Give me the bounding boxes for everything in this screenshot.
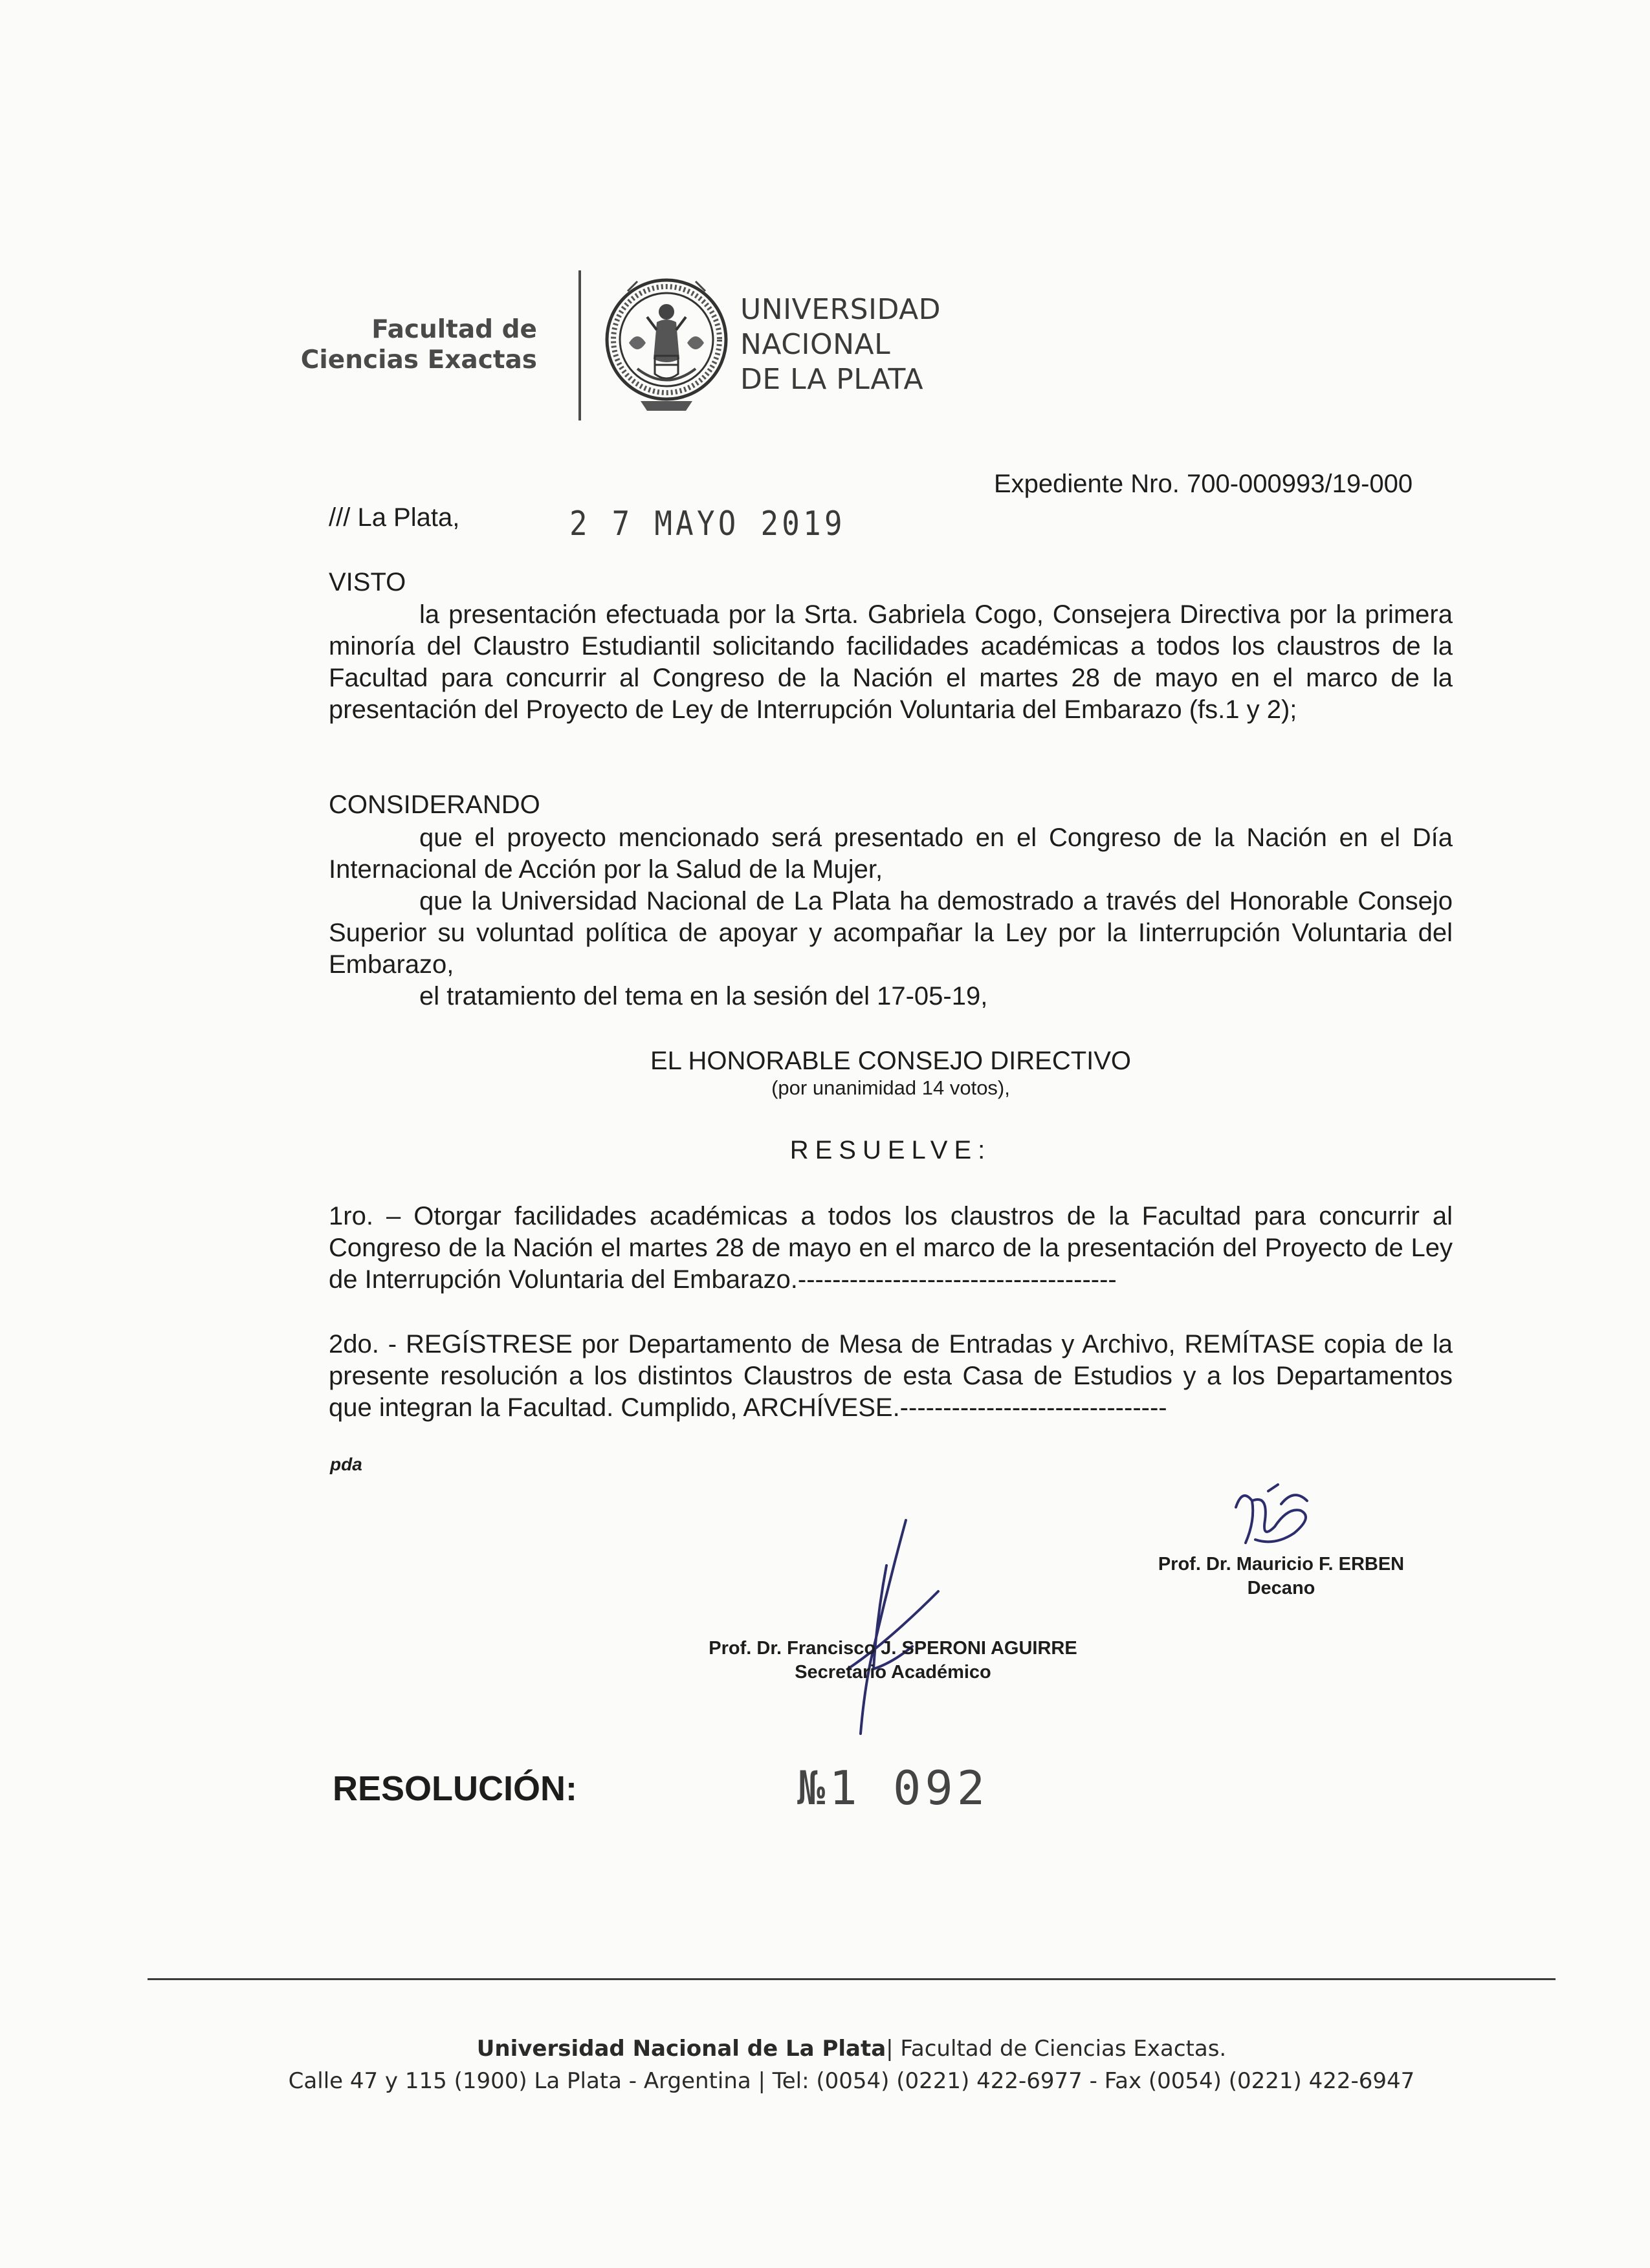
footer-university: Universidad Nacional de La Plata [476, 2036, 886, 2062]
considerando-heading: CONSIDERANDO [329, 791, 540, 819]
date-stamp: 2 7 MAYO 2019 [569, 505, 846, 543]
footer [148, 2033, 1556, 2097]
typist-initials: pda [330, 1454, 362, 1474]
considerando-item-1: que el proyecto mencionado será presentado en el Congreso de la Nación en el Día Internacional de Acción por la Salud de la Mujer, [329, 823, 1453, 884]
footer-line-2: Calle 47 y 115 (1900) La Plata - Argentina | Tel: (0054) (0221) 422-6977 - Fax (0054) (0221) 422-6947 [288, 2068, 1415, 2094]
council-title: EL HONORABLE CONSEJO DIRECTIVO [650, 1047, 1132, 1075]
council-heading [329, 1045, 1453, 1100]
considerando-item-2: que la Universidad Nacional de La Plata ha demostrado a través del Honorable Consejo Superior su voluntad política de apoyar y acompañar la Ley por la Iinterrupción Voluntaria del Embarazo, [329, 887, 1453, 979]
dean-title: Decano [1247, 1578, 1315, 1598]
place-line: /// La Plata, [329, 503, 460, 532]
dean-name: Prof. Dr. Mauricio F. ERBEN [1158, 1554, 1405, 1575]
letterhead-divider [578, 270, 581, 420]
resuelve-heading: RESUELVE: [789, 1136, 992, 1164]
footer-faculty: | Facultad de Ciencias Exactas. [886, 2036, 1227, 2062]
university-name [740, 292, 941, 397]
resolution-number: №1 092 [797, 1761, 989, 1815]
article-1: 1ro. – Otorgar facilidades académicas a todos los claustros de la Facultad para concurrir al Congreso de la Nación el martes 28 de mayo en el marco de la presentación del Proyecto de Ley de Interrupción Voluntaria del Embarazo.------------------------------------- [329, 1202, 1453, 1294]
footer-line-1 [148, 2033, 1556, 2065]
secretary-title: Secretario Académico [795, 1662, 991, 1683]
university-line-1: UNIVERSIDAD [740, 293, 941, 326]
faculty-name [285, 314, 537, 375]
resolution-label: RESOLUCIÓN: [333, 1769, 577, 1808]
council-votes: (por unanimidad 14 votos), [771, 1076, 1010, 1099]
footer-divider [148, 1978, 1556, 1980]
dean-signature-block [1100, 1553, 1462, 1600]
visto-heading: VISTO [329, 568, 406, 596]
university-line-2: NACIONAL [740, 328, 891, 361]
considerando-item-3: el tratamiento del tema en la sesión del 17-05-19, [419, 982, 988, 1010]
secretary-signature-block [666, 1637, 1119, 1685]
file-number: Expediente Nro. 700-000993/19-000 [994, 470, 1413, 498]
faculty-line-1: Facultad de [371, 315, 537, 344]
secretary-signature-icon [809, 1514, 951, 1747]
article-2: 2do. - REGÍSTRESE por Departamento de Mesa de Entradas y Archivo, REMÍTASE copia de la presente resolución a los distintos Claustros de esta Casa de Estudios y a los Departamentos que integran la Facultad. Cumplido, ARCHÍVESE.------------------------------- [329, 1330, 1453, 1422]
faculty-line-2: Ciencias Exactas [300, 345, 537, 375]
university-seal-icon [602, 272, 731, 420]
visto-text: la presentación efectuada por la Srta. Gabriela Cogo, Consejera Directiva por la primera minoría del Claustro Estudiantil solicitando facilidades académicas a todos los claustros de la Facultad para concurrir al Congreso de la Nación el martes 28 de mayo en el marco de la presentación del Proyecto de Ley de Interrupción Voluntaria del Embarazo (fs.1 y 2); [329, 600, 1453, 724]
university-line-3: DE LA PLATA [740, 363, 924, 396]
secretary-name: Prof. Dr. Francisco J. SPERONI AGUIRRE [709, 1638, 1077, 1659]
